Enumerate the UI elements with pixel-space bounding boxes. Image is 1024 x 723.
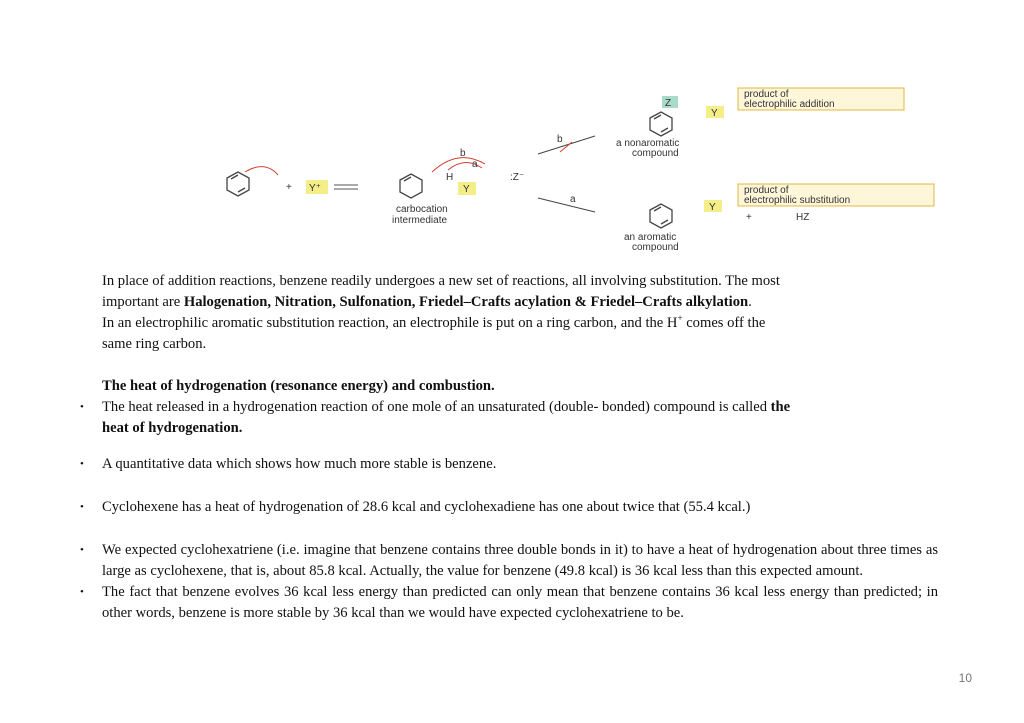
substituted-benzene-structure xyxy=(650,204,672,228)
bullet-icon: • xyxy=(80,401,84,413)
electrophile-label: Y⁺ xyxy=(309,183,321,194)
reaction-diagram xyxy=(200,80,960,255)
top-y-label: Y xyxy=(711,108,718,119)
bullet-1-text: The heat released in a hydrogenation reaction of one mole of an unsaturated (double- bonded) compound is called xyxy=(102,399,771,415)
intro-line-3-suffix: comes off the xyxy=(682,315,766,331)
curved-arrow-icon xyxy=(245,167,278,175)
bullet-1-bold-a: the xyxy=(770,399,791,415)
bullet-icon: • xyxy=(80,501,84,513)
substitution-box-line1: product of xyxy=(744,185,789,196)
intro-line-2-prefix: important are xyxy=(102,294,184,310)
addition-box-line1: product of xyxy=(744,89,789,100)
bullet-2-text: A quantitative data which shows how much more stable is benzene. xyxy=(102,456,497,472)
nonaromatic-compound-label: compound xyxy=(632,148,679,159)
bullet-icon: • xyxy=(80,586,84,598)
intro-line-4: same ring carbon. xyxy=(102,336,207,352)
aromatic-label: an aromatic xyxy=(624,232,677,243)
hydrogen-label: H xyxy=(446,172,454,183)
addition-box-line2: electrophilic addition xyxy=(744,99,835,110)
list-item xyxy=(80,582,938,624)
bullet-4-text: We expected cyclohexatriene (i.e. imagine that benzene contains three double bonds in it) to have a heat of hydrogenation about three times as large as cyclohexene, that is, about 85.8 kcal. Actually, the value for benzene (49.8 kcal) is 36 kcal less than this expected amount. xyxy=(102,542,938,579)
list-item xyxy=(80,497,938,518)
bullet-1-bold-b: heat of hydrogenation. xyxy=(102,420,243,436)
bottom-y-label: Y xyxy=(709,202,716,213)
hz-label: HZ xyxy=(796,212,810,223)
equilibrium-arrow-icon xyxy=(334,185,358,189)
bullet-icon: • xyxy=(80,458,84,470)
h-plus-sup: + xyxy=(677,313,683,324)
hz-plus-sign: + xyxy=(746,212,752,223)
intro-line-2 xyxy=(102,292,938,313)
reaction-types: Halogenation, Nitration, Sulfonation, Friedel–Crafts acylation & Friedel–Crafts alkylation xyxy=(183,294,749,310)
intro-line-3 xyxy=(102,313,938,334)
aromatic-compound-label: compound xyxy=(632,242,679,253)
bullet-5-text: The fact that benzene evolves 36 kcal less energy than predicted can only mean that benzene contains 36 kcal less energy than predicted; in other words, benzene is more stable by 36 kcal than we would have expected cyclohexatriene to be. xyxy=(102,584,938,621)
intro-line-2-suffix: . xyxy=(748,294,752,310)
slide-body xyxy=(80,271,938,624)
list-item xyxy=(80,540,938,582)
section-heading: The heat of hydrogenation (resonance energy) and combustion. xyxy=(102,378,495,394)
reaction-scheme xyxy=(200,80,960,255)
reaction-arrow-a-icon xyxy=(538,198,595,212)
intro-line-3-prefix: In an electrophilic aromatic substitution reaction, an electrophile is put on a ring carbon, and the H xyxy=(102,315,678,331)
plus-sign: + xyxy=(286,182,292,193)
intro-line-1: In place of addition reactions, benzene readily undergoes a new set of reactions, all involving substitution. The most xyxy=(102,273,780,289)
y-label: Y xyxy=(463,184,470,195)
arrow-b-path-label: b xyxy=(557,134,563,145)
list-item xyxy=(80,454,938,475)
bullet-3-text: Cyclohexene has a heat of hydrogenation of 28.6 kcal and cyclohexadiene has one about twice that (55.4 kcal.) xyxy=(102,499,751,515)
nonaromatic-label: a nonaromatic xyxy=(616,138,680,149)
page-number: 10 xyxy=(958,671,972,685)
list-item xyxy=(80,397,938,439)
arrow-a-path-label: a xyxy=(570,194,576,205)
benzene-structure xyxy=(227,172,249,196)
substitution-box-line2: electrophilic substitution xyxy=(744,195,851,206)
arrow-b-label: b xyxy=(460,148,466,159)
intro-paragraph xyxy=(102,271,938,355)
cyclohexadiene-structure xyxy=(650,112,672,136)
bullet-icon: • xyxy=(80,544,84,556)
intermediate-label: intermediate xyxy=(392,215,448,226)
top-z-label: Z xyxy=(665,98,672,109)
reaction-arrow-b-icon xyxy=(538,136,595,154)
arrow-a-label: a xyxy=(472,159,478,170)
carbocation-ring xyxy=(400,174,422,198)
bullet-list xyxy=(80,397,938,624)
carbocation-label: carbocation xyxy=(396,204,448,215)
z-anion-label: :Z⁻ xyxy=(510,172,525,183)
